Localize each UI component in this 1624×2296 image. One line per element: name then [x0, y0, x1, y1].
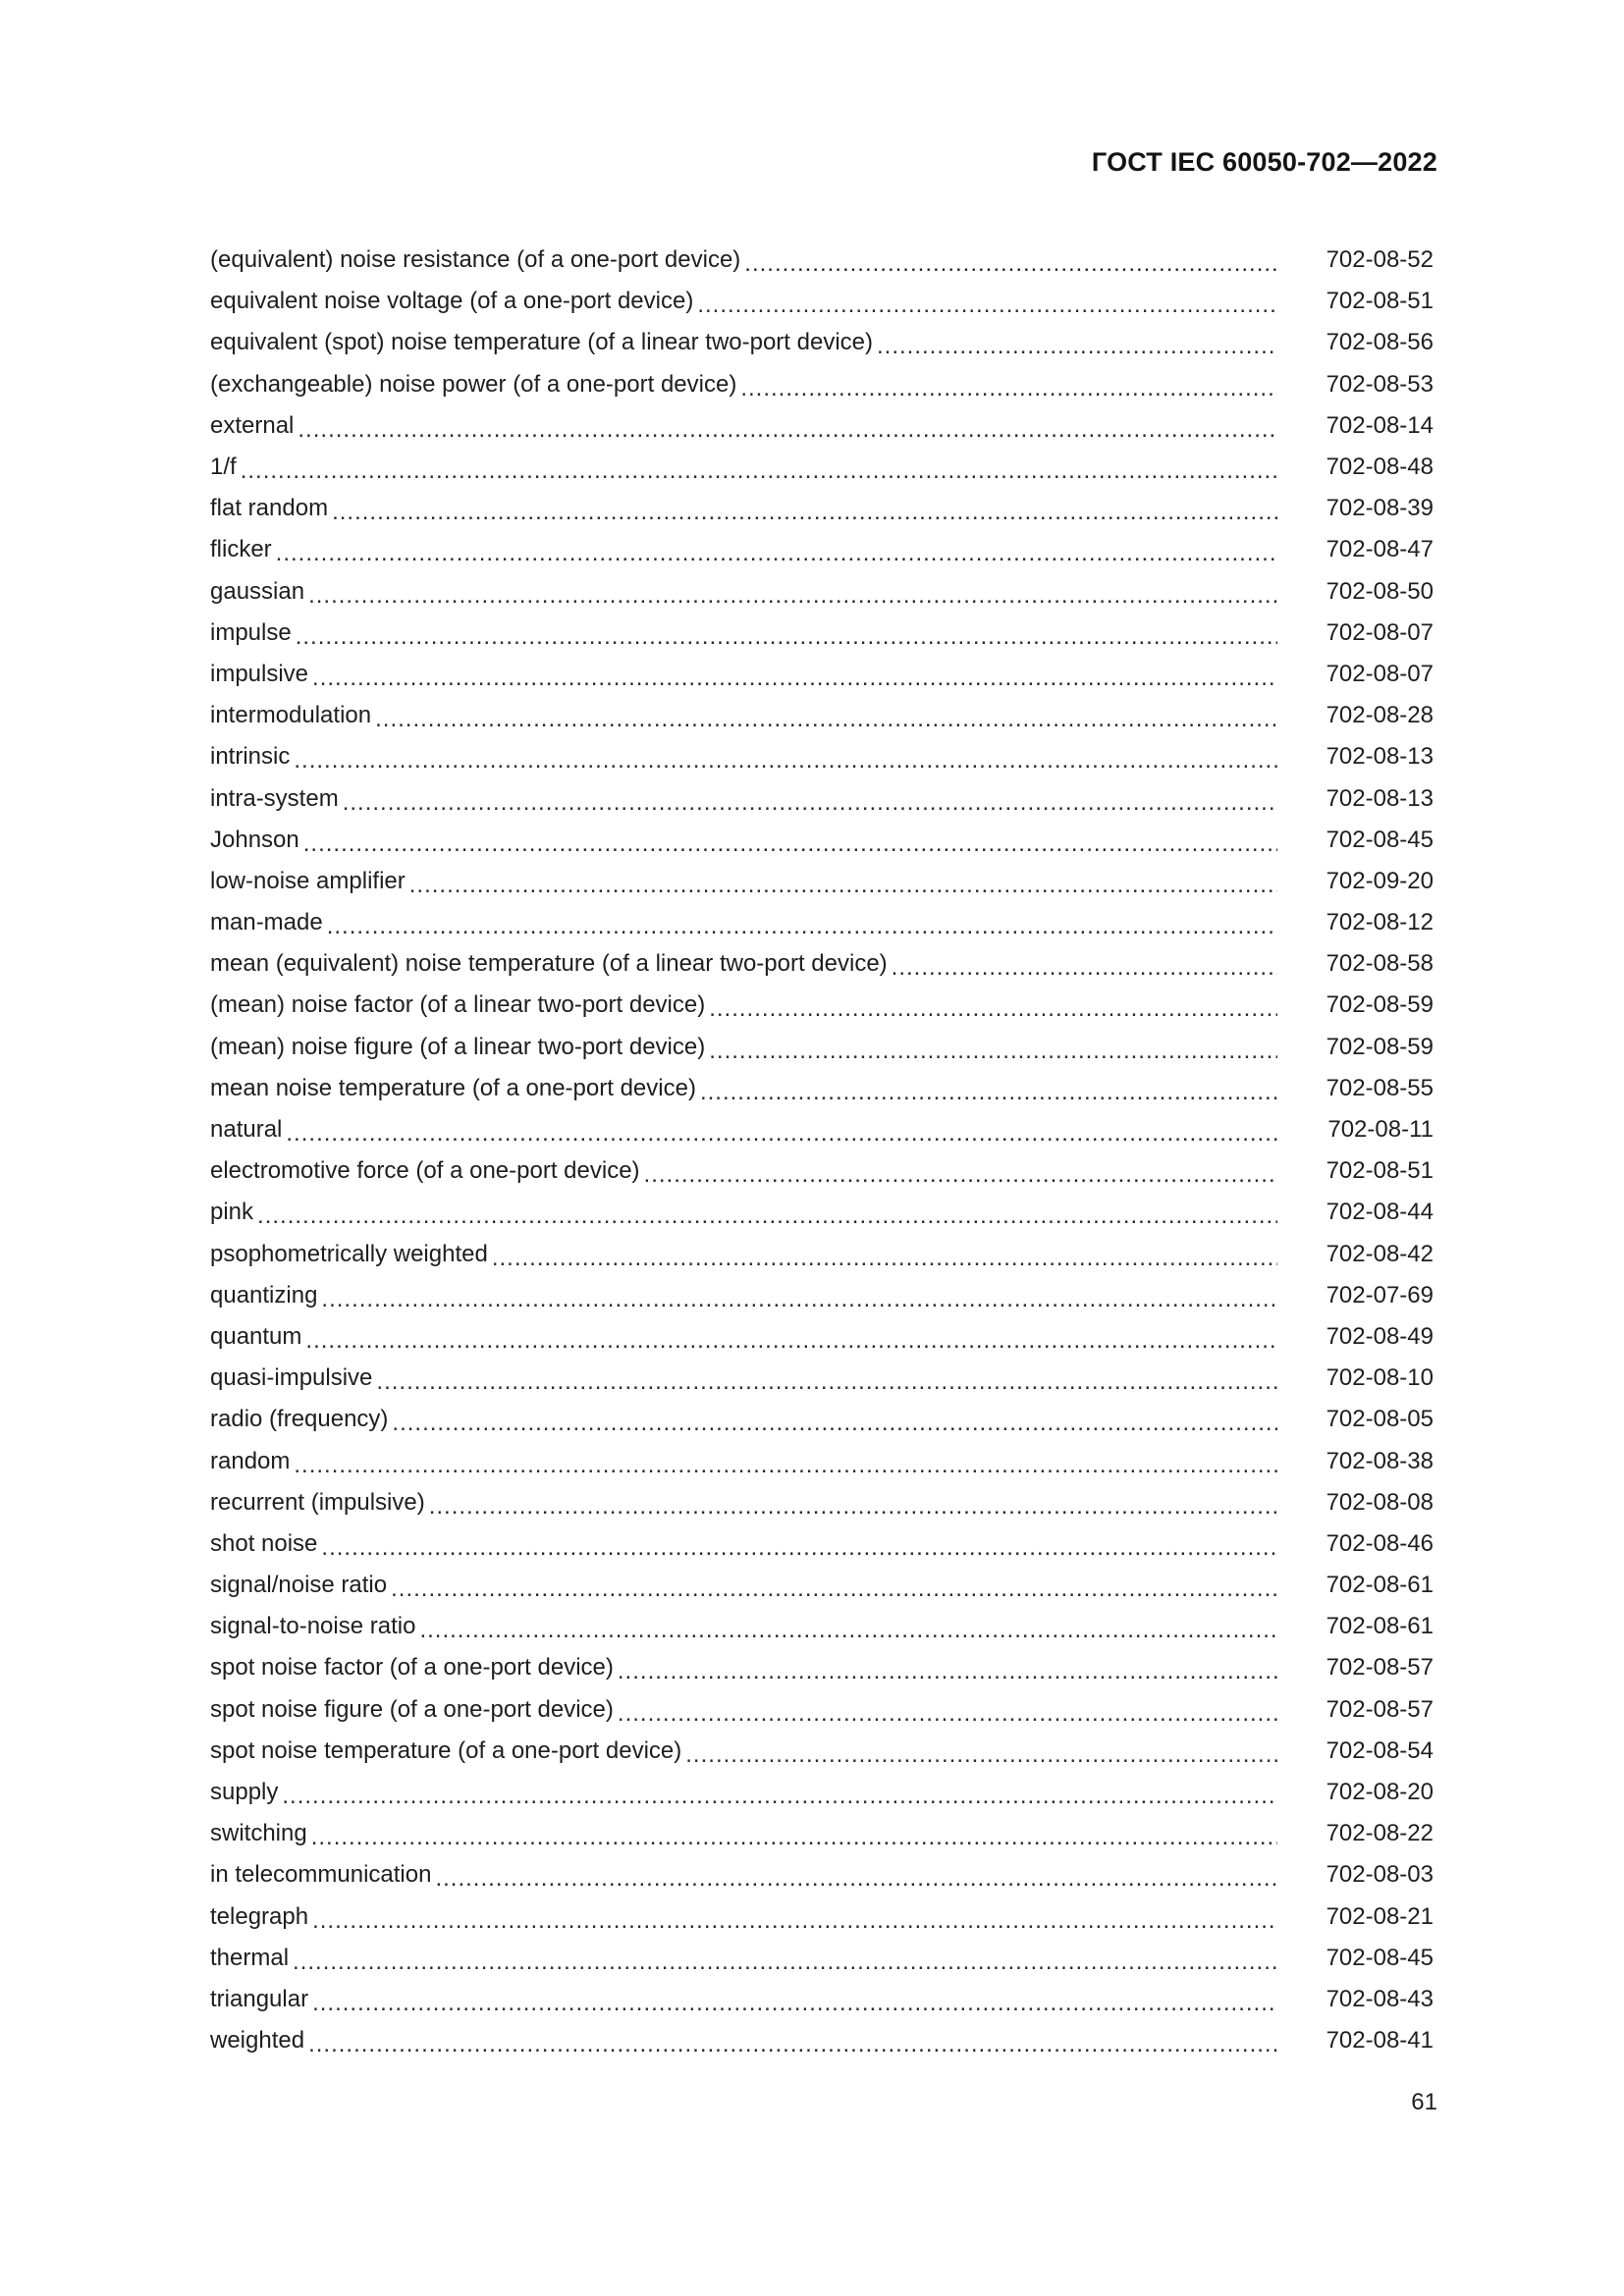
dot-leader [311, 1826, 1277, 1849]
index-entry [210, 1854, 1434, 1896]
dot-leader [391, 1577, 1277, 1601]
entry-reference-number: 702-08-38 [1326, 1447, 1434, 1474]
dot-leader [321, 1288, 1277, 1311]
entry-reference-number: 702-08-12 [1326, 909, 1434, 936]
entry-term: in telecommunication [210, 1861, 432, 1889]
index-entry [210, 820, 1434, 861]
dot-leader [294, 1454, 1277, 1477]
entry-reference-number: 702-08-59 [1326, 991, 1434, 1019]
entry-reference-number: 702-08-21 [1326, 1902, 1434, 1930]
index-entry [210, 571, 1434, 613]
index-entry [210, 364, 1434, 405]
dot-leader [276, 542, 1277, 565]
index-entry [210, 1647, 1434, 1688]
dot-leader [312, 1992, 1277, 2015]
entry-term: mean noise temperature (of a one-port device) [210, 1074, 696, 1101]
dot-leader [298, 418, 1277, 442]
entry-reference-number: 702-08-48 [1326, 454, 1434, 481]
entry-term: intrinsic [210, 743, 291, 771]
entry-term: (mean) noise figure (of a linear two-port device) [210, 1033, 706, 1060]
dot-leader [740, 377, 1277, 400]
entry-term: (equivalent) noise resistance (of a one-port device) [210, 246, 741, 274]
index-entry [210, 1731, 1434, 1772]
entry-reference-number: 702-08-41 [1326, 2027, 1434, 2055]
entry-term: intermodulation [210, 702, 372, 729]
dot-leader [618, 1660, 1277, 1683]
index-entry [210, 985, 1434, 1026]
entry-term: telegraph [210, 1902, 309, 1930]
dot-leader [282, 1785, 1277, 1808]
index-entry [210, 1523, 1434, 1565]
index-entry [210, 1068, 1434, 1109]
dot-leader [618, 1702, 1277, 1726]
index-entry [210, 1399, 1434, 1440]
dot-leader [492, 1247, 1277, 1270]
entry-reference-number: 702-08-58 [1326, 950, 1434, 978]
dot-leader [419, 1619, 1277, 1642]
entry-term: signal/noise ratio [210, 1572, 388, 1599]
index-entry [210, 1109, 1434, 1150]
entry-reference-number: 702-08-61 [1326, 1572, 1434, 1599]
entry-term: psophometrically weighted [210, 1240, 488, 1267]
index-entry [210, 943, 1434, 985]
index-entry [210, 1772, 1434, 1813]
entry-reference-number: 702-08-45 [1326, 1944, 1434, 1971]
entry-reference-number: 702-08-52 [1326, 246, 1434, 274]
entry-term: Johnson [210, 826, 299, 853]
index-entry [210, 1979, 1434, 2020]
entry-term: spot noise figure (of a one-port device) [210, 1695, 614, 1723]
entry-term: flicker [210, 536, 272, 563]
entry-reference-number: 702-08-08 [1326, 1488, 1434, 1516]
entry-reference-number: 702-09-20 [1326, 867, 1434, 894]
page-number: 61 [1411, 2089, 1437, 2115]
entry-reference-number: 702-08-05 [1326, 1406, 1434, 1433]
index-entry [210, 1275, 1434, 1316]
entry-reference-number: 702-08-57 [1326, 1654, 1434, 1682]
entry-term: impulse [210, 618, 292, 646]
dot-leader [709, 997, 1277, 1021]
entry-term: spot noise factor (of a one-port device) [210, 1654, 614, 1682]
entry-reference-number: 702-08-07 [1326, 660, 1434, 687]
entry-term: (exchangeable) noise power (of a one-port device) [210, 370, 737, 398]
index-entry [210, 529, 1434, 570]
dot-leader [312, 667, 1277, 690]
dot-leader [308, 584, 1277, 608]
dot-leader [375, 708, 1277, 731]
entry-reference-number: 702-07-69 [1326, 1281, 1434, 1308]
dot-leader [744, 252, 1277, 276]
index-entry [210, 1192, 1434, 1233]
entry-term: low-noise amplifier [210, 867, 406, 894]
entry-reference-number: 702-08-14 [1326, 411, 1434, 439]
dot-leader [321, 1536, 1277, 1560]
entry-term: triangular [210, 1985, 309, 2012]
index-entry [210, 405, 1434, 447]
index-entry [210, 777, 1434, 819]
entry-term: natural [210, 1116, 283, 1144]
entry-term: quantizing [210, 1281, 318, 1308]
dot-leader [392, 1412, 1277, 1435]
dot-leader [709, 1040, 1277, 1063]
entry-term: 1/f [210, 454, 237, 481]
dot-leader [376, 1370, 1277, 1394]
entry-term: electromotive force (of a one-port device) [210, 1157, 640, 1185]
entry-reference-number: 702-08-10 [1326, 1364, 1434, 1392]
index-entry [210, 447, 1434, 488]
entry-reference-number: 702-08-49 [1326, 1322, 1434, 1350]
index-entry [210, 654, 1434, 695]
entry-term: external [210, 411, 295, 439]
index-entry [210, 1938, 1434, 1979]
index-entry [210, 1606, 1434, 1647]
entry-term: recurrent (impulsive) [210, 1488, 425, 1516]
dot-leader [308, 2033, 1277, 2056]
index-entry [210, 736, 1434, 777]
dot-leader [435, 1867, 1277, 1891]
entry-term: thermal [210, 1944, 290, 1971]
entry-reference-number: 702-08-61 [1326, 1613, 1434, 1640]
entry-reference-number: 702-08-50 [1326, 577, 1434, 605]
entry-term: weighted [210, 2027, 305, 2055]
index-entry [210, 613, 1434, 654]
dot-leader [286, 1122, 1277, 1146]
entry-term: radio (frequency) [210, 1406, 389, 1433]
index-entry [210, 1482, 1434, 1523]
index-entry [210, 2020, 1434, 2061]
entry-reference-number: 702-08-20 [1326, 1779, 1434, 1806]
dot-leader [241, 459, 1277, 483]
entry-reference-number: 702-08-07 [1326, 618, 1434, 646]
index-entry [210, 240, 1434, 281]
entry-term: gaussian [210, 577, 305, 605]
entry-reference-number: 702-08-55 [1326, 1074, 1434, 1101]
index-entry [210, 1813, 1434, 1854]
entry-term: man-made [210, 909, 323, 936]
entry-term: flat random [210, 495, 329, 522]
dot-leader [685, 1743, 1277, 1767]
dot-leader [644, 1163, 1277, 1187]
dot-leader [332, 501, 1277, 524]
index-entry [210, 1316, 1434, 1358]
entry-reference-number: 702-08-44 [1326, 1199, 1434, 1226]
index-entry [210, 1565, 1434, 1606]
entry-reference-number: 702-08-03 [1326, 1861, 1434, 1889]
entry-reference-number: 702-08-13 [1326, 784, 1434, 812]
entry-reference-number: 702-08-54 [1326, 1736, 1434, 1764]
index-entry [210, 1440, 1434, 1481]
entry-term: intra-system [210, 784, 339, 812]
entry-term: spot noise temperature (of a one-port device) [210, 1736, 682, 1764]
entry-reference-number: 702-08-39 [1326, 495, 1434, 522]
entry-term: signal-to-noise ratio [210, 1613, 416, 1640]
dot-leader [257, 1204, 1277, 1228]
entry-reference-number: 702-08-51 [1326, 288, 1434, 315]
index-entry [210, 1150, 1434, 1192]
dot-leader [409, 874, 1277, 897]
entry-reference-number: 702-08-53 [1326, 370, 1434, 398]
entry-reference-number: 702-08-51 [1326, 1157, 1434, 1185]
entry-reference-number: 702-08-46 [1326, 1529, 1434, 1557]
index-entry [210, 488, 1434, 529]
dot-leader [303, 832, 1277, 856]
index-entry [210, 695, 1434, 736]
index-entry [210, 861, 1434, 902]
entry-term: shot noise [210, 1529, 318, 1557]
entry-term: random [210, 1447, 291, 1474]
entry-reference-number: 702-08-43 [1326, 1985, 1434, 2012]
dot-leader [343, 791, 1277, 815]
entry-reference-number: 702-08-22 [1326, 1820, 1434, 1847]
index-entry [210, 1896, 1434, 1938]
dot-leader [877, 335, 1277, 358]
term-index-list [210, 240, 1434, 2061]
dot-leader [429, 1495, 1277, 1519]
index-entry [210, 902, 1434, 943]
entry-term: quantum [210, 1322, 302, 1350]
dot-leader [294, 749, 1277, 773]
entry-reference-number: 702-08-47 [1326, 536, 1434, 563]
entry-term: switching [210, 1820, 307, 1847]
dot-leader [697, 294, 1277, 317]
entry-reference-number: 702-08-42 [1326, 1240, 1434, 1267]
entry-term: equivalent (spot) noise temperature (of a linear two-port device) [210, 329, 873, 356]
index-entry [210, 1027, 1434, 1068]
entry-term: equivalent noise voltage (of a one-port device) [210, 288, 694, 315]
entry-reference-number: 702-08-57 [1326, 1695, 1434, 1723]
entry-term: mean (equivalent) noise temperature (of a linear two-port device) [210, 950, 888, 978]
index-entry [210, 1234, 1434, 1275]
entry-reference-number: 702-08-45 [1326, 826, 1434, 853]
entry-term: pink [210, 1199, 254, 1226]
entry-term: (mean) noise factor (of a linear two-port device) [210, 991, 706, 1019]
entry-term: impulsive [210, 660, 309, 687]
index-entry [210, 281, 1434, 322]
entry-reference-number: 702-08-13 [1326, 743, 1434, 771]
dot-leader [892, 956, 1277, 980]
entry-reference-number: 702-08-11 [1327, 1116, 1434, 1144]
index-entry [210, 1689, 1434, 1731]
entry-reference-number: 702-08-28 [1326, 702, 1434, 729]
dot-leader [305, 1329, 1277, 1353]
entry-term: quasi-impulsive [210, 1364, 373, 1392]
dot-leader [312, 1909, 1277, 1933]
entry-term: supply [210, 1779, 279, 1806]
dot-leader [327, 915, 1277, 938]
dot-leader [700, 1081, 1277, 1104]
document-code-header: ГОСТ IEC 60050-702—2022 [1091, 147, 1437, 177]
dot-leader [296, 625, 1277, 649]
index-entry [210, 322, 1434, 363]
entry-reference-number: 702-08-56 [1326, 329, 1434, 356]
index-entry [210, 1358, 1434, 1399]
entry-reference-number: 702-08-59 [1326, 1033, 1434, 1060]
dot-leader [293, 1950, 1277, 1974]
